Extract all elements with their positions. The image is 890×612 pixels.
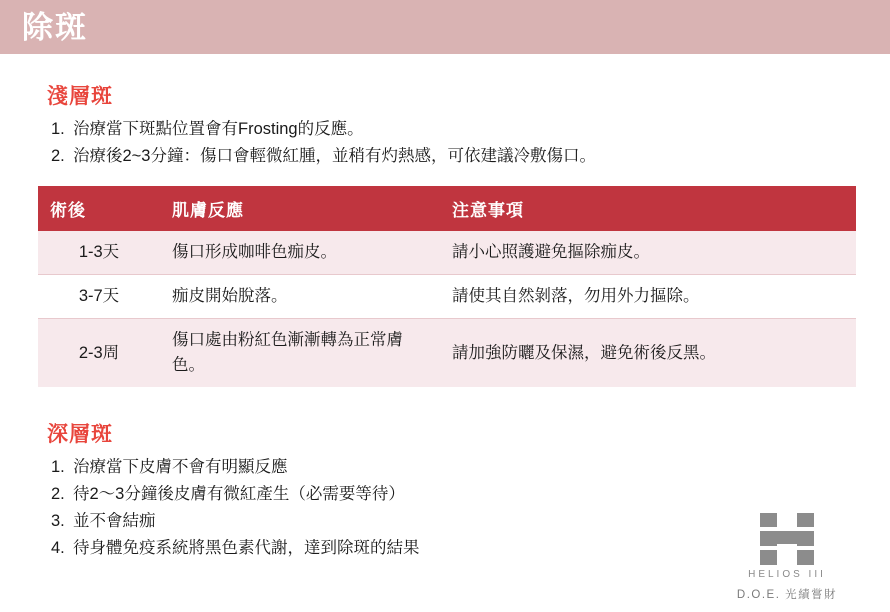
list-item (47, 116, 857, 143)
table-header (38, 186, 856, 231)
page-title: 除斑 (22, 10, 88, 45)
section-shallow-spots (47, 80, 857, 170)
list-item-number: 4. (51, 539, 65, 557)
aftercare-table (38, 186, 856, 387)
list-item-label: 治療當下皮膚不會有明顯反應 (73, 458, 288, 476)
cell-precautions: 請加強防曬及保濕，避免術後反黑。 (452, 343, 716, 362)
list-item-number: 1. (51, 458, 65, 476)
list-item (47, 481, 857, 508)
list-item-label: 治療後2~3分鐘：傷口會輕微紅腫，並稍有灼熱感，可依建議冷敷傷口。 (73, 147, 596, 165)
cell-period: 2-3周 (78, 343, 120, 362)
brand-logo (702, 513, 872, 602)
list-item (47, 454, 857, 481)
table-row (38, 275, 856, 319)
header-band (0, 0, 890, 54)
section-heading-shallow: 淺層斑 (47, 85, 113, 108)
logo-subtitle: D.O.E. 光績嘗財 (736, 589, 838, 601)
aftercare-table-wrapper (38, 186, 856, 387)
cell-precautions: 請小心照護避免摳除痂皮。 (440, 231, 856, 275)
cell-period: 1-3天 (38, 231, 160, 275)
list-item-label: 待2～3分鐘後皮膚有微紅產生（必需要等待） (73, 485, 405, 503)
column-header-period: 術後 (38, 186, 160, 231)
list-item-number: 2. (51, 485, 65, 503)
cell-skin-reaction: 傷口形成咖啡色痂皮。 (160, 231, 440, 275)
table-row (38, 319, 856, 388)
list-item-number: 3. (51, 512, 65, 530)
table-header-row (38, 186, 856, 231)
list-item-label: 待身體免疫系統將黑色素代謝，達到除斑的結果 (73, 539, 420, 557)
column-header-skin-reaction: 肌膚反應 (160, 186, 440, 231)
list-item-label: 治療當下斑點位置會有Frosting的反應。 (73, 120, 364, 138)
cell-skin-reaction: 痂皮開始脫落。 (160, 275, 440, 319)
table-body (38, 231, 856, 387)
logo-name: HELIOS III (748, 569, 826, 580)
section-heading-deep: 深層斑 (47, 423, 113, 446)
cell-precautions: 請使其自然剝落，勿用外力摳除。 (440, 275, 856, 319)
list-item-label: 並不會結痂 (73, 512, 156, 530)
cell-period: 3-7天 (38, 275, 160, 319)
list-shallow-spots (47, 116, 857, 170)
list-item-number: 2. (51, 147, 65, 165)
list-item-number: 1. (51, 120, 65, 138)
column-header-precautions: 注意事項 (440, 186, 856, 231)
table-row (38, 231, 856, 275)
cell-skin-reaction: 傷口處由粉紅色漸漸轉為正常膚色。 (172, 331, 403, 374)
list-item (47, 143, 857, 170)
helios-logo-icon (760, 513, 814, 565)
